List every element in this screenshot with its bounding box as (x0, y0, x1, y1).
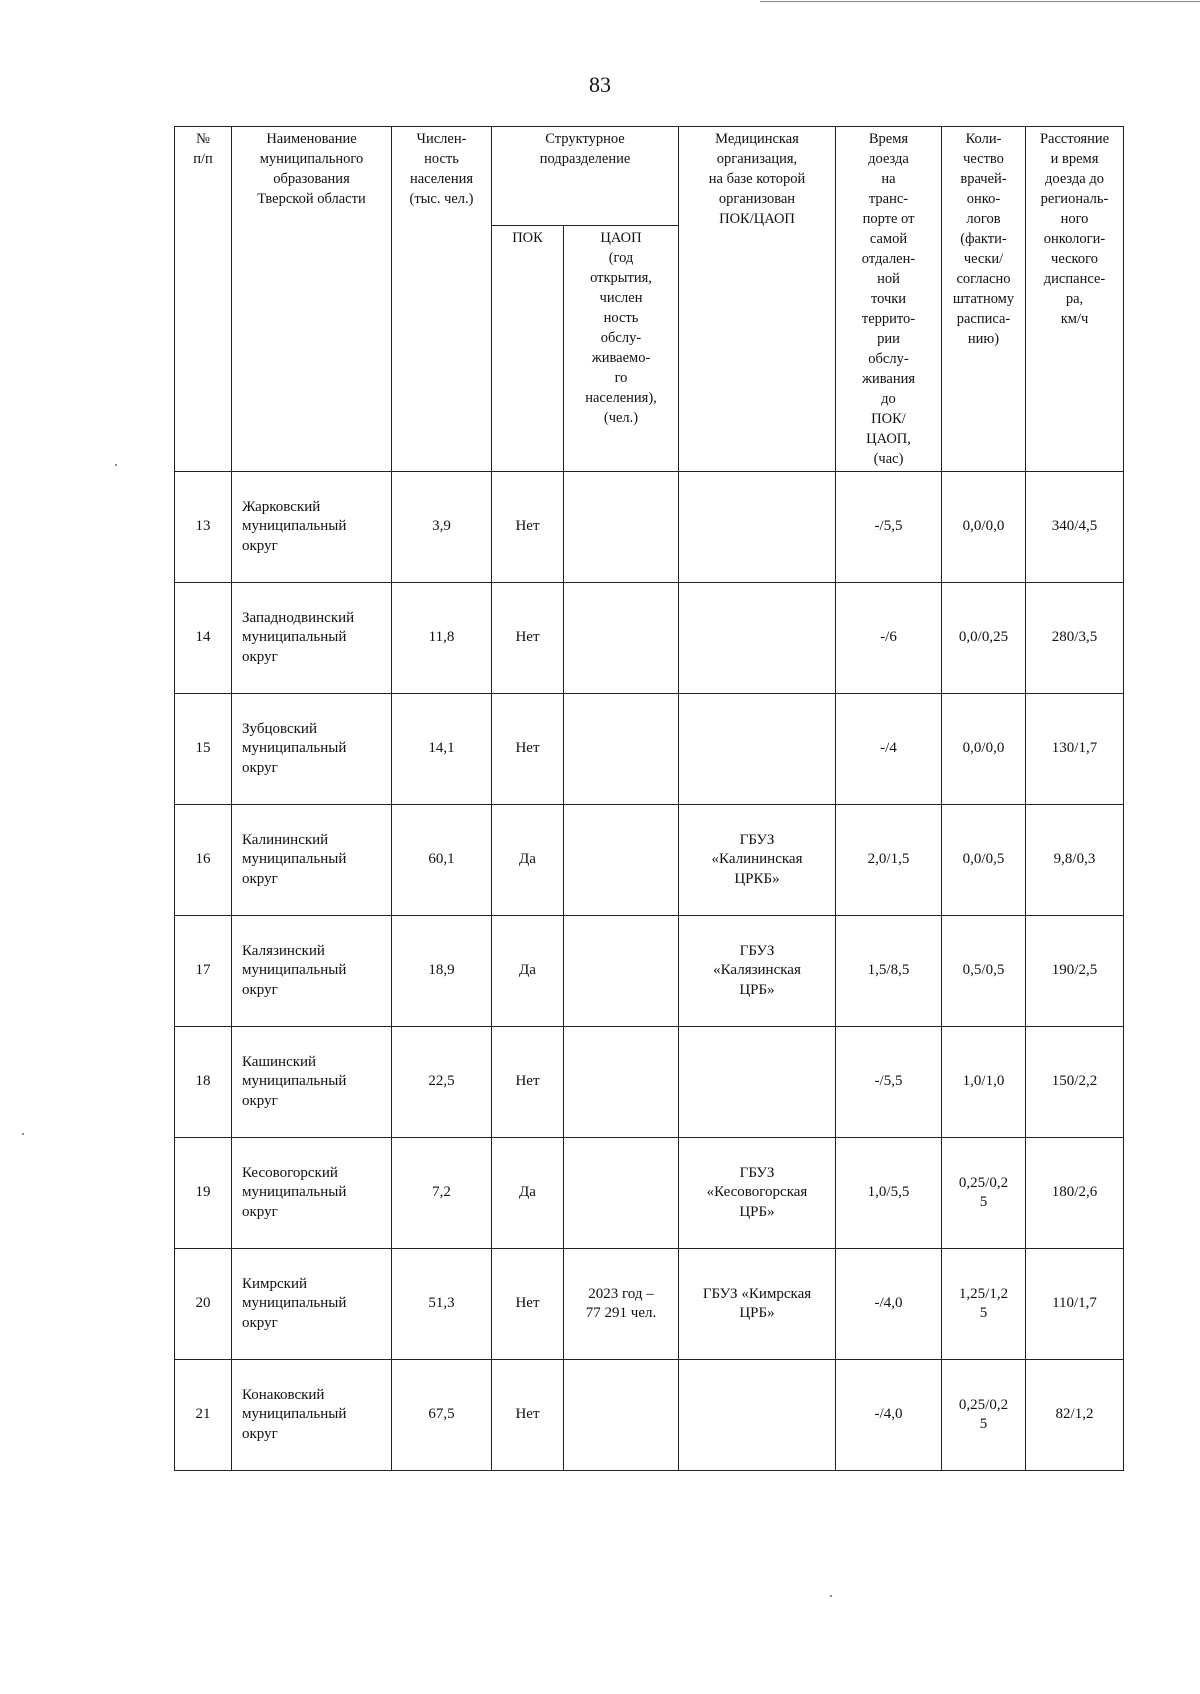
cell-travel-time: -/6 (836, 583, 942, 694)
cell-distance: 82/1,2 (1026, 1360, 1124, 1471)
cell-travel-time: -/4,0 (836, 1249, 942, 1360)
cell-num: 21 (175, 1360, 232, 1471)
cell-pok: Нет (492, 1249, 564, 1360)
header-medorg: Медицинская организация, на базе которой организован ПОК/ЦАОП (679, 127, 836, 472)
header-population: Числен- ность населения (тыс. чел.) (392, 127, 492, 472)
cell-num: 19 (175, 1138, 232, 1249)
cell-travel-time: -/4,0 (836, 1360, 942, 1471)
table-row (175, 1138, 1124, 1249)
cell-distance: 280/3,5 (1026, 583, 1124, 694)
cell-population: 14,1 (392, 694, 492, 805)
cell-pok: Да (492, 805, 564, 916)
cell-caop (564, 583, 679, 694)
cell-caop (564, 694, 679, 805)
cell-distance: 180/2,6 (1026, 1138, 1124, 1249)
cell-population: 7,2 (392, 1138, 492, 1249)
cell-medorg: ГБУЗ «Калязинская ЦРБ» (679, 916, 836, 1027)
cell-population: 3,9 (392, 472, 492, 583)
table-header (175, 127, 1124, 472)
cell-caop (564, 1027, 679, 1138)
cell-pok: Да (492, 1138, 564, 1249)
cell-travel-time: 2,0/1,5 (836, 805, 942, 916)
cell-num: 13 (175, 472, 232, 583)
header-pok: ПОК (492, 226, 564, 472)
header-num: № п/п (175, 127, 232, 472)
cell-municipality: Зубцовский муниципальный округ (232, 694, 392, 805)
cell-num: 14 (175, 583, 232, 694)
header-name: Наименование муниципального образования Тверской области (232, 127, 392, 472)
cell-num: 16 (175, 805, 232, 916)
scan-speck (22, 1133, 24, 1135)
cell-caop (564, 1138, 679, 1249)
cell-distance: 190/2,5 (1026, 916, 1124, 1027)
cell-pok: Да (492, 916, 564, 1027)
cell-doctors: 1,25/1,2 5 (942, 1249, 1026, 1360)
header-caop: ЦАОП (год открытия, числен ность обслу- живаемо- го населения), (чел.) (564, 226, 679, 472)
cell-medorg: ГБУЗ «Калининская ЦРКБ» (679, 805, 836, 916)
oncology-units-table (174, 126, 1124, 1471)
cell-doctors: 0,5/0,5 (942, 916, 1026, 1027)
cell-municipality: Жарковский муниципальный округ (232, 472, 392, 583)
cell-doctors: 0,0/0,25 (942, 583, 1026, 694)
cell-num: 20 (175, 1249, 232, 1360)
cell-pok: Нет (492, 694, 564, 805)
cell-medorg: ГБУЗ «Кесовогорская ЦРБ» (679, 1138, 836, 1249)
cell-municipality: Конаковский муниципальный округ (232, 1360, 392, 1471)
header-time: Время доезда на транс- порте от самой отдален- ной точки террито- рии обслу- живания до ПОК/ ЦАОП, (час) (836, 127, 942, 472)
cell-caop (564, 1360, 679, 1471)
table-row (175, 1027, 1124, 1138)
cell-travel-time: -/5,5 (836, 472, 942, 583)
cell-medorg (679, 694, 836, 805)
cell-travel-time: -/5,5 (836, 1027, 942, 1138)
cell-caop (564, 916, 679, 1027)
cell-distance: 340/4,5 (1026, 472, 1124, 583)
cell-pok: Нет (492, 1360, 564, 1471)
cell-municipality: Кесовогорский муниципальный округ (232, 1138, 392, 1249)
cell-population: 11,8 (392, 583, 492, 694)
header-doctors: Коли- чество врачей- онко- логов (факти- чески/ согласно штатному расписа- нию) (942, 127, 1026, 472)
cell-num: 17 (175, 916, 232, 1027)
cell-municipality: Западнодвинский муниципальный округ (232, 583, 392, 694)
cell-num: 18 (175, 1027, 232, 1138)
cell-caop: 2023 год – 77 291 чел. (564, 1249, 679, 1360)
cell-doctors: 0,0/0,5 (942, 805, 1026, 916)
cell-municipality: Кашинский муниципальный округ (232, 1027, 392, 1138)
cell-medorg (679, 583, 836, 694)
cell-travel-time: 1,5/8,5 (836, 916, 942, 1027)
cell-distance: 110/1,7 (1026, 1249, 1124, 1360)
cell-municipality: Калязинский муниципальный округ (232, 916, 392, 1027)
cell-distance: 150/2,2 (1026, 1027, 1124, 1138)
scan-speck (115, 464, 117, 466)
header-distance: Расстояние и время доезда до региональ- ного онкологи- ческого диспансе- ра, км/ч (1026, 127, 1124, 472)
cell-pok: Нет (492, 472, 564, 583)
table-row (175, 1360, 1124, 1471)
cell-doctors: 0,0/0,0 (942, 472, 1026, 583)
table-row (175, 1249, 1124, 1360)
cell-municipality: Калининский муниципальный округ (232, 805, 392, 916)
cell-doctors: 1,0/1,0 (942, 1027, 1026, 1138)
cell-population: 60,1 (392, 805, 492, 916)
table-row (175, 694, 1124, 805)
cell-caop (564, 805, 679, 916)
scan-speck (830, 1595, 832, 1597)
table-row (175, 916, 1124, 1027)
cell-population: 67,5 (392, 1360, 492, 1471)
scan-edge-line (760, 1, 1200, 2)
cell-distance: 130/1,7 (1026, 694, 1124, 805)
cell-municipality: Кимрский муниципальный округ (232, 1249, 392, 1360)
cell-pok: Нет (492, 583, 564, 694)
cell-medorg (679, 472, 836, 583)
cell-travel-time: -/4 (836, 694, 942, 805)
cell-num: 15 (175, 694, 232, 805)
table-row (175, 805, 1124, 916)
cell-pok: Нет (492, 1027, 564, 1138)
cell-caop (564, 472, 679, 583)
cell-population: 22,5 (392, 1027, 492, 1138)
cell-travel-time: 1,0/5,5 (836, 1138, 942, 1249)
cell-population: 51,3 (392, 1249, 492, 1360)
table-body (175, 472, 1124, 1471)
cell-doctors: 0,25/0,2 5 (942, 1360, 1026, 1471)
cell-doctors: 0,0/0,0 (942, 694, 1026, 805)
cell-population: 18,9 (392, 916, 492, 1027)
cell-medorg: ГБУЗ «Кимрская ЦРБ» (679, 1249, 836, 1360)
cell-doctors: 0,25/0,2 5 (942, 1138, 1026, 1249)
table-row (175, 583, 1124, 694)
table-row (175, 472, 1124, 583)
cell-medorg (679, 1360, 836, 1471)
header-structural: Структурное подразделение (492, 127, 679, 226)
cell-medorg (679, 1027, 836, 1138)
cell-distance: 9,8/0,3 (1026, 805, 1124, 916)
page-number: 83 (589, 72, 611, 97)
